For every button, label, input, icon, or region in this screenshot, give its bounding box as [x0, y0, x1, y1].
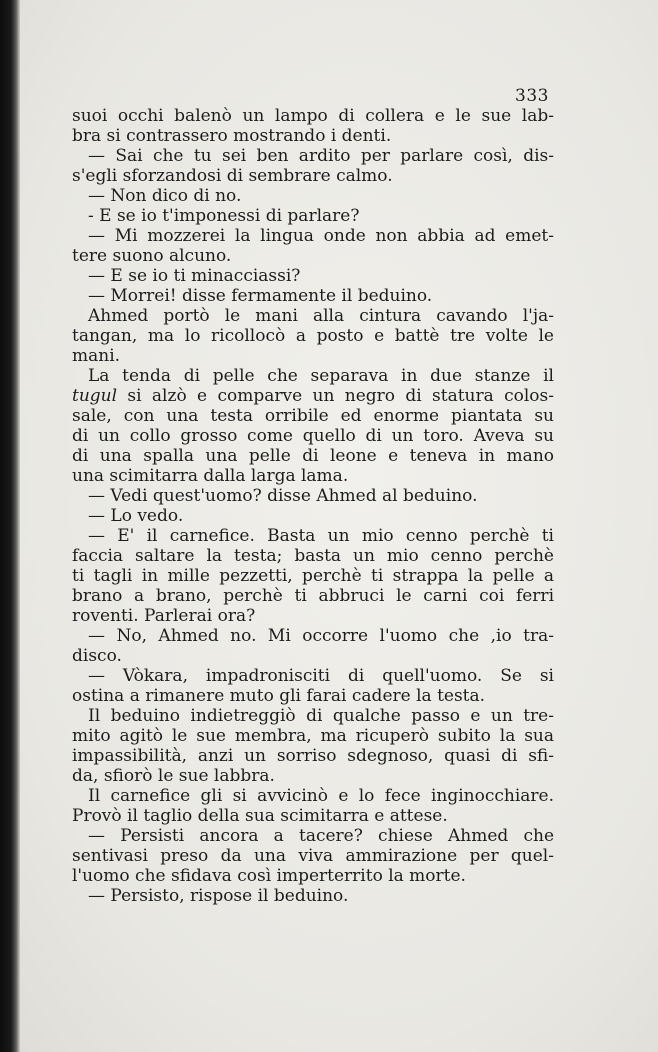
text-line: suoi occhi balenò un lampo di collera e le sue lab-: [72, 106, 554, 126]
text-line: — No, Ahmed no. Mi occorre l'uomo che ,io tra-: [88, 626, 554, 646]
text-line: - E se io t'imponessi di parlare?: [88, 206, 360, 226]
page-body-text: [72, 106, 554, 906]
text-line: brano a brano, perchè ti abbruci le carni coi ferri: [72, 586, 554, 606]
text-line: — Morrei! disse fermamente il beduino.: [88, 286, 433, 306]
text-line: da, sfiorò le sue labbra.: [72, 766, 275, 786]
text-line: bra si contrassero mostrando i denti.: [72, 126, 392, 146]
text-line: La tenda di pelle che separava in due stanze il: [88, 366, 554, 386]
text-line: — E' il carnefice. Basta un mio cenno perchè ti: [88, 526, 554, 546]
text-line: tangan, ma lo ricollocò a posto e battè tre volte le: [72, 326, 554, 346]
text-line: mito agitò le sue membra, ma ricuperò subito la sua: [72, 726, 554, 746]
text-line: disco.: [72, 646, 122, 666]
text-line: Provò il taglio della sua scimitarra e attese.: [72, 806, 448, 826]
text-line: — E se io ti minacciassi?: [88, 266, 301, 286]
text-line: — Non dico di no.: [88, 186, 242, 206]
text-line: — Mi mozzerei la lingua onde non abbia ad emet-: [88, 226, 554, 246]
text-line: sentivasi preso da una viva ammirazione per quel-: [72, 846, 554, 866]
text-line: s'egli sforzandosi di sembrare calmo.: [72, 166, 393, 186]
text-line: — Sai che tu sei ben ardito per parlare così, dis-: [88, 146, 554, 166]
text-line: roventi. Parlerai ora?: [72, 606, 256, 626]
text-line: — Persisti ancora a tacere? chiese Ahmed che: [88, 826, 554, 846]
text-line: Ahmed portò le mani alla cintura cavando l'ja-: [88, 306, 554, 326]
text-line: tugul si alzò e comparve un negro di statura colos-: [72, 386, 554, 406]
text-line: una scimitarra dalla larga lama.: [72, 466, 349, 486]
text-line: sale, con una testa orribile ed enorme piantata su: [72, 406, 554, 426]
text-line: tere suono alcuno.: [72, 246, 232, 266]
text-line: Il carnefice gli si avvicinò e lo fece inginocchiare.: [88, 786, 554, 806]
text-line: impassibilità, anzi un sorriso sdegnoso, quasi di sfi-: [72, 746, 554, 766]
text-line: Il beduino indietreggiò di qualche passo e un tre-: [88, 706, 554, 726]
text-line: faccia saltare la testa; basta un mio cenno perchè: [72, 546, 554, 566]
text-line: di una spalla una pelle di leone e teneva in mano: [72, 446, 554, 466]
text-line: — Persisto, rispose il beduino.: [88, 886, 349, 906]
book-spine-shadow: [0, 0, 20, 1052]
text-line: — Vòkara, impadronisciti di quell'uomo. Se si: [88, 666, 554, 686]
text-line: — Lo vedo.: [88, 506, 184, 526]
text-line: ostina a rimanere muto gli farai cadere la testa.: [72, 686, 486, 706]
text-line: ti tagli in mille pezzetti, perchè ti strappa la pelle a: [72, 566, 554, 586]
text-line: — Vedi quest'uomo? disse Ahmed al beduino.: [88, 486, 478, 506]
text-line: di un collo grosso come quello di un toro. Aveva su: [72, 426, 554, 446]
text-line: mani.: [72, 346, 121, 366]
page-number: 333: [515, 86, 549, 106]
text-line: l'uomo che sfidava così imperterrito la morte.: [72, 866, 466, 886]
